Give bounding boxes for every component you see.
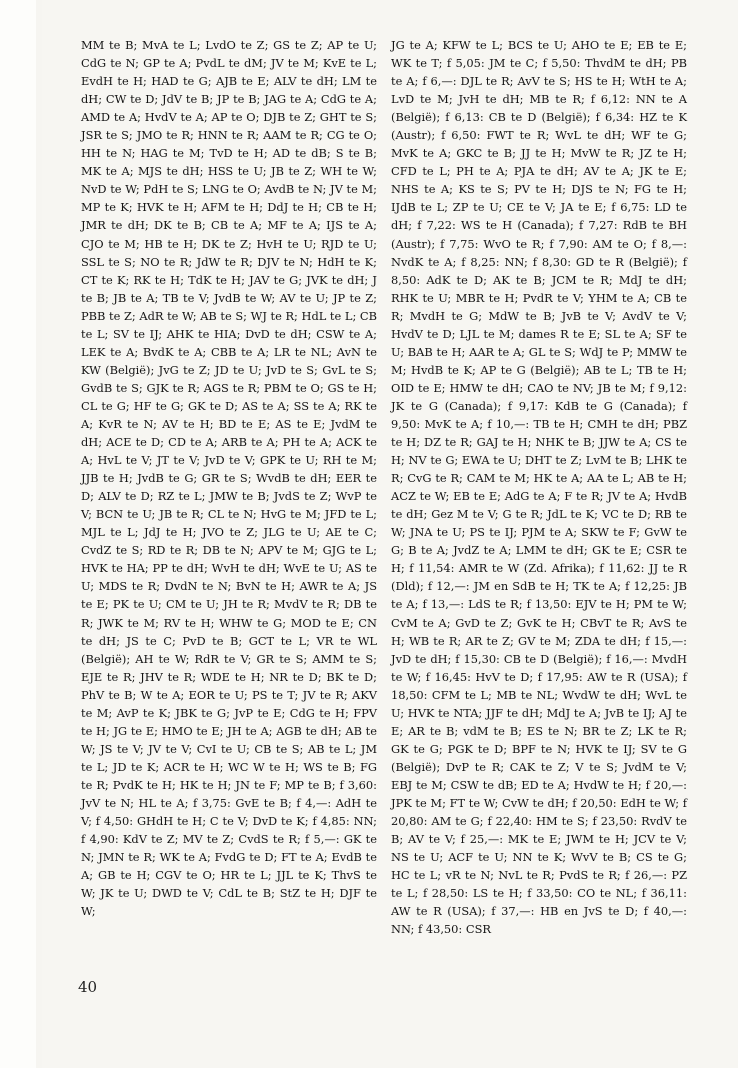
text-column-left [81, 36, 377, 920]
text-column-right [391, 36, 687, 938]
donor-list-right: JG te A; KFW te L; BCS te U; AHO te E; EB te E; WK te T; f 5,05: JM te C; f 5,50: ThvdM te dH; PB te A; f 6,—: DJL te R; AvV te S; HS te H; WtH te A; LvD te M; JvH te dH; MB te R; f 6,12: NN te A (België); f 6,13: CB te D (België); f 6,34: HZ te K (Austr); f 6,50: FWT te R; WvL te dH; WF te G; MvK te A; GKC te B; JJ te H; MvW te R; JZ te H; CFD te L; PH te A; PJA te dH; AV te A; JK te E; NHS te A; KS te S; PV te H; DJS te N; FG te H; IJdB te L; ZP te U; CE te V; JA te E; f 6,75: LD te dH; f 7,22: WS te H (Canada); f 7,27: RdB te BH (Austr); f 7,75: WvO te R; f 7,90: AM te O; f 8,—: NvdK te A; f 8,25: NN; f 8,30: GD te R (België); f 8,50: AdK te D; AK te B; JCM te R; MdJ te dH; RHK te U; MBR te H; PvdR te V; YHM te A; CB te R; MvdH te G; MdW te B; JvB te V; AvdV te V; HvdV te D; LJL te M; dames R te E; SL te A; SF te U; BAB te H; AAR te A; GL te S; WdJ te P; MMW te M; HvdB te K; AP te G (België); AB te L; TB te H; OID te E; HMW te dH; CAO te NV; JB te M; f 9,12: JK te G (Canada); f 9,17: KdB te G (Canada); f 9,50: MvK te A; f 10,—: TB te H; CMH te dH; PBZ te H; DZ te R; GAJ te H; NHK te B; JJW te A; CS te H; NV te G; EWA te U; DHT te Z; LvM te B; LHK te R; CvG te R; CAM te M; HK te A; AA te L; AB te H; ACZ te W; EB te E; AdG te A; F te R; JV te A; HvdB te dH; Gez M te V; G te R; JdL te K; VC te D; RB te W; JNA te U; PS te IJ; PJM te A; SKW te F; GvW te G; B te A; JvdZ te A; LMM te dH; GK te E; CSR te H; f 11,54: AMR te W (Zd. Afrika); f 11,62: JJ te R (Dld); f 12,—: JM en SdB te H; TK te A; f 12,25: JB te A; f 13,—: LdS te R; f 13,50: EJV te H; PM te W; CvM te A; GvD te Z; GvK te H; CBvT te R; AvS te H; WB te R; AR te Z; GV te M; ZDA te dH; f 15,—: JvD te dH; f 15,30: CB te D (België); f 16,—: MvdH te W; f 16,45: HvV te D; f 17,95: AW te R (USA); f 18,50: CFM te L; MB te NL; WvdW te dH; WvL te U; HVK te NTA; JJF te dH; MdJ te A; JvB te IJ; AJ te E; AR te B; vdM te B; ES te N; BR te Z; LK te R; GK te G; PGK te D; BPF te N; HVK te IJ; SV te G (België); DvP te R; CAK te Z; V te S; JvdM te V; EBJ te M; CSW te dB; ED te A; HvdW te H; f 20,—: JPK te M; FT te W; CvW te dH; f 20,50: EdH te W; f 20,80: AM te G; f 22,40: HM te S; f 23,50: RvdV te B; AV te V; f 25,—: MK te E; JWM te H; JCV te V; NS te U; ACF te U; NN te K; WvV te B; CS te G; HC te L; vR te N; NvL te R; PvdS te R; f 26,—: PZ te L; f 28,50: LS te H; f 33,50: CO te NL; f 36,11: AW te R (USA); f 37,—: HB en JvS te D; f 40,—: NN; f 43,50: CSR [391, 38, 687, 937]
donor-list-left: MM te B; MvA te L; LvdO te Z; GS te Z; AP te U; CdG te N; GP te A; PvdL te dM; JV te M; KvE te L; EvdH te H; HAD te G; AJB te E; ALV te dH; LM te dH; CW te D; JdV te B; JP te B; JAG te A; CdG te A; AMD te A; HvdV te A; AP te O; DJB te Z; GHT te S; JSR te S; JMO te R; HNN te R; AAM te R; CG te O; HH te N; HAG te M; TvD te H; AD te dB; S te B; MK te A; MJS te dH; HSS te U; JB te Z; WH te W; NvD te W; PdH te S; LNG te O; AvdB te N; JV te M; MP te K; HVK te H; AFM te H; DdJ te H; CB te H; JMR te dH; DK te B; CB te A; MF te A; IJS te A; CJO te M; HB te H; DK te Z; HvH te U; RJD te U; SSL te S; NO te R; JdW te R; DJV te N; HdH te K; CT te K; RK te H; TdK te H; JAV te G; JVK te dH; J te B; JB te A; TB te V; JvdB te W; AV te U; JP te Z; PBB te Z; AdR te W; AB te S; WJ te R; HdL te L; CB te L; SV te IJ; AHK te HIA; DvD te dH; CSW te A; LEK te A; BvdK te A; CBB te A; LR te NL; AvN te KW (België); JvG te Z; JD te U; JvD te S; GvL te S; GvdB te S; GJK te R; AGS te R; PBM te O; GS te H; CL te G; HF te G; GK te D; AS te A; SS te A; RK te A; KvR te N; AV te H; BD te E; AS te E; JvdM te dH; ACE te D; CD te A; ARB te A; PH te A; ACK te A; HvL te V; JT te V; JvD te V; GPK te U; RH te M; JJB te H; JvdB te G; GR te S; WvdB te dH; EER te D; ALV te D; RZ te L; JMW te B; JvdS te Z; WvP te V; BCN te U; JB te R; CL te N; HvG te M; JFD te L; MJL te L; JdJ te H; JVO te Z; JLG te U; AE te C; CvdZ te S; RD te R; DB te N; APV te M; GJG te L; HVK te HA; PP te dH; WvH te dH; WvE te U; AS te U; MDS te R; DvdN te N; BvN te H; AWR te A; JS te E; PK te U; CM te U; JH te R; MvdV te R; DB te R; JWK te M; RV te H; WHW te G; MOD te E; CN te dH; JS te C; PvD te B; GCT te L; VR te WL (België); AH te W; RdR te V; GR te S; AMM te S; EJE te R; JHV te R; WDE te H; NR te D; BK te D; PhV te B; W te A; EOR te U; PS te T; JV te R; AKV te M; AvP te K; JBK te G; JvP te E; CdG te H; FPV te H; JG te E; HMO te E; JH te A; AGB te dH; AB te W; JS te V; JV te V; CvI te U; CB te S; AB te L; JM te L; JD te K; ACR te H; WC W te H; WS te B; FG te R; PvdK te H; HK te H; JN te F; MP te B; f 3,60: JvV te N; HL te A; f 3,75: GvE te B; f 4,—: AdH te V; f 4,50: GHdH te H; C te V; DvD te K; f 4,85: NN; f 4,90: KdV te Z; MV te Z; CvdS te R; f 5,—: GK te N; JMN te R; WK te A; FvdG te D; FT te A; EvdB te A; GB te H; CGV te O; HR te L; JJL te K; ThvS te W; JK te U; DWD te V; CdL te B; StZ te H; DJF te W; [81, 38, 377, 919]
page-number: 40 [78, 978, 98, 996]
